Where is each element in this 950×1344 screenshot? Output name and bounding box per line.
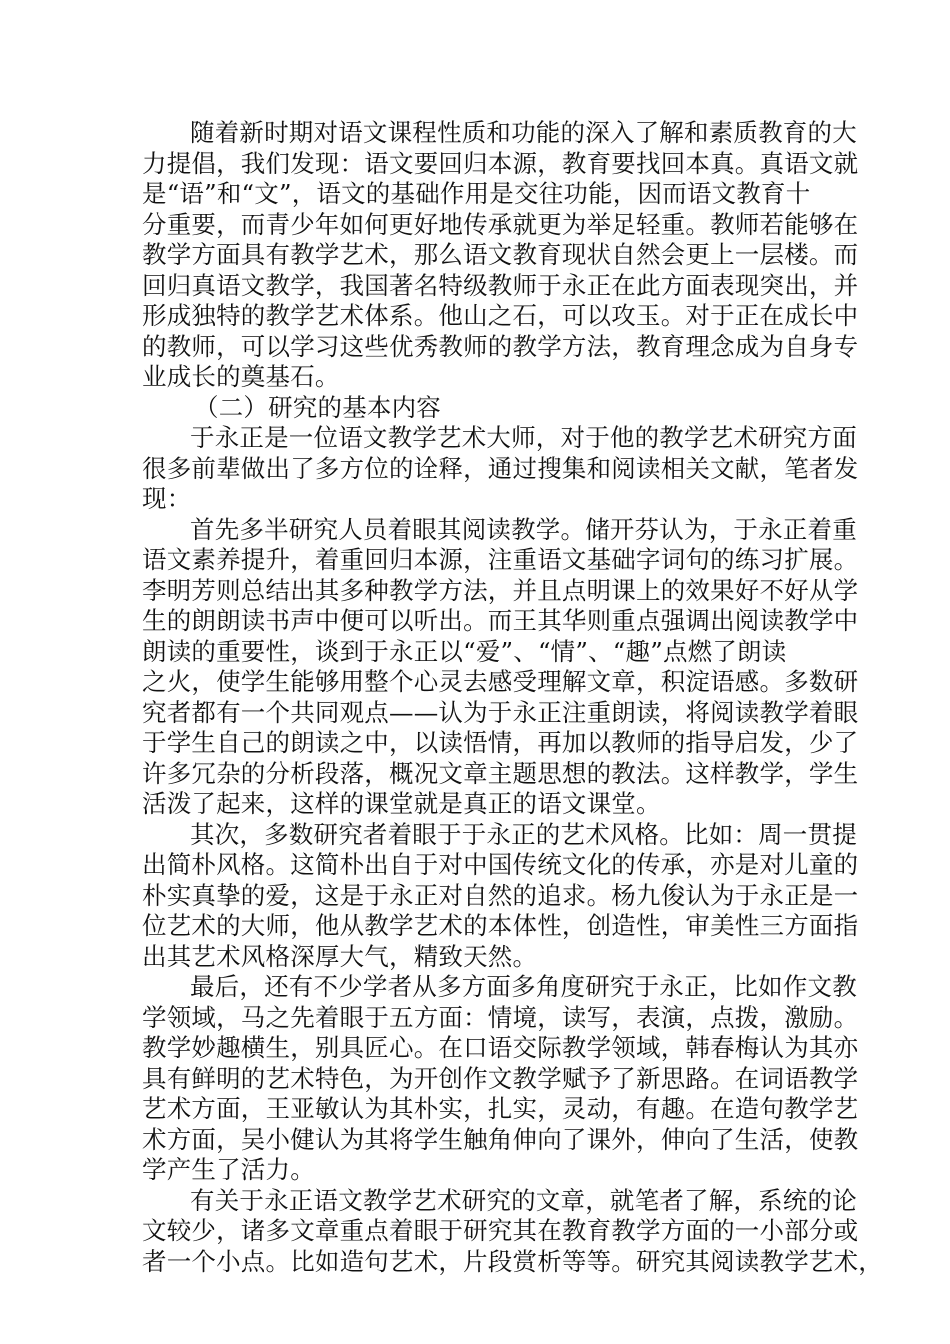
text-line: 随着新时期对语文课程性质和功能的深入了解和素质教育的大 bbox=[190, 118, 857, 147]
text-line: 分重要，而青少年如何更好地传承就更为举足轻重。教师若能够在 bbox=[142, 209, 859, 239]
paragraph-summary bbox=[142, 1185, 883, 1278]
paragraph-intro bbox=[142, 118, 859, 393]
text-line: 最后，还有不少学者从多方面多角度研究于永正，比如作文教 bbox=[190, 972, 857, 1001]
text-line: 学产生了活力。 bbox=[142, 1155, 315, 1184]
heading-text: （二）研究的基本内容 bbox=[194, 392, 441, 422]
text-line: 位艺术的大师，他从教学艺术的本体性，创造性，审美性三方面指 bbox=[142, 911, 859, 940]
text-line: 朴实真挚的爱，这是于永正对自然的追求。杨九俊认为于永正是一 bbox=[142, 880, 859, 910]
text-line: 现： bbox=[142, 484, 192, 513]
text-line: 朗读的重要性，谈到于永正以“爱”、“情”、“趣”点燃了朗读 bbox=[142, 636, 787, 666]
text-line: 其次，多数研究者着眼于于永正的艺术风格。比如：周一贯提 bbox=[190, 819, 857, 849]
paragraph-multi-angle bbox=[142, 972, 859, 1186]
text-line: 术方面，吴小健认为其将学生触角伸向了课外，伸向了生活，使教 bbox=[142, 1124, 859, 1154]
text-line: 有关于永正语文教学艺术研究的文章，就笔者了解，系统的论 bbox=[190, 1185, 857, 1215]
text-line: 出简朴风格。这简朴出自于对中国传统文化的传承，亦是对儿童的 bbox=[142, 850, 859, 879]
text-line: 是“语”和“文”，语文的基础作用是交往功能，因而语文教育十 bbox=[142, 179, 811, 208]
text-line: 语文素养提升，着重回归本源，注重语文基础字词句的练习扩展。 bbox=[142, 545, 859, 574]
text-line: 于永正是一位语文教学艺术大师，对于他的教学艺术研究方面 bbox=[190, 423, 857, 452]
document-page bbox=[142, 118, 883, 1277]
text-line: 很多前辈做出了多方位的诠释，通过搜集和阅读相关文献，笔者发 bbox=[142, 453, 859, 483]
text-line: 之火，使学生能够用整个心灵去感受理解文章，积淀语感。多数研 bbox=[142, 667, 859, 696]
text-line: 李明芳则总结出其多种教学方法，并且点明课上的效果好不好从学 bbox=[142, 575, 859, 605]
text-line: 生的朗朗读书声中便可以听出。而王其华则重点强调出阅读教学中 bbox=[142, 606, 859, 635]
text-line: 形成独特的教学艺术体系。他山之石，可以攻玉。对于正在成长中 bbox=[142, 301, 859, 330]
text-line: 艺术方面，王亚敏认为其朴实，扎实，灵动，有趣。在造句教学艺 bbox=[142, 1094, 859, 1123]
text-line: 力提倡，我们发现：语文要回归本源，教育要找回本真。真语文就 bbox=[142, 148, 859, 178]
text-line: 究者都有一个共同观点——认为于永正注重朗读，将阅读教学着眼 bbox=[142, 697, 859, 727]
text-line: 具有鲜明的艺术特色，为开创作文教学赋予了新思路。在词语教学 bbox=[142, 1063, 859, 1093]
text-line: 回归真语文教学，我国著名特级教师于永正在此方面表现突出，并 bbox=[142, 270, 859, 300]
text-line: 业成长的奠基石。 bbox=[142, 362, 340, 391]
text-line: 的教师，可以学习这些优秀教师的教学方法，教育理念成为自身专 bbox=[142, 331, 859, 361]
text-line: 于学生自己的朗读之中，以读悟情，再加以教师的指导启发，少了 bbox=[142, 728, 859, 757]
section-heading bbox=[142, 393, 818, 424]
text-line: 许多冗杂的分析段落，概况文章主题思想的教法。这样教学，学生 bbox=[142, 758, 859, 788]
text-line: 学领域，马之先着眼于五方面：情境，读写，表演，点拨，激励。 bbox=[142, 1002, 859, 1032]
text-line: 者一个小点。比如造句艺术，片段赏析等等。研究其阅读教学艺术， bbox=[142, 1246, 883, 1276]
text-line: 教学妙趣横生，别具匠心。在口语交际教学领域，韩春梅认为其亦 bbox=[142, 1033, 859, 1062]
paragraph-reading-teaching bbox=[142, 514, 859, 820]
text-line: 活泼了起来，这样的课堂就是真正的语文课堂。 bbox=[142, 789, 661, 818]
text-line: 首先多半研究人员着眼其阅读教学。储开芬认为，于永正着重 bbox=[190, 514, 857, 544]
text-line: 教学方面具有教学艺术，那么语文教育现状自然会更上一层楼。而 bbox=[142, 240, 859, 269]
paragraph-overview bbox=[142, 423, 859, 515]
paragraph-art-style bbox=[142, 819, 859, 973]
text-line: 出其艺术风格深厚大气，精致天然。 bbox=[142, 941, 538, 971]
text-line: 文较少，诸多文章重点着眼于研究其在教育教学方面的一小部分或 bbox=[142, 1216, 859, 1245]
